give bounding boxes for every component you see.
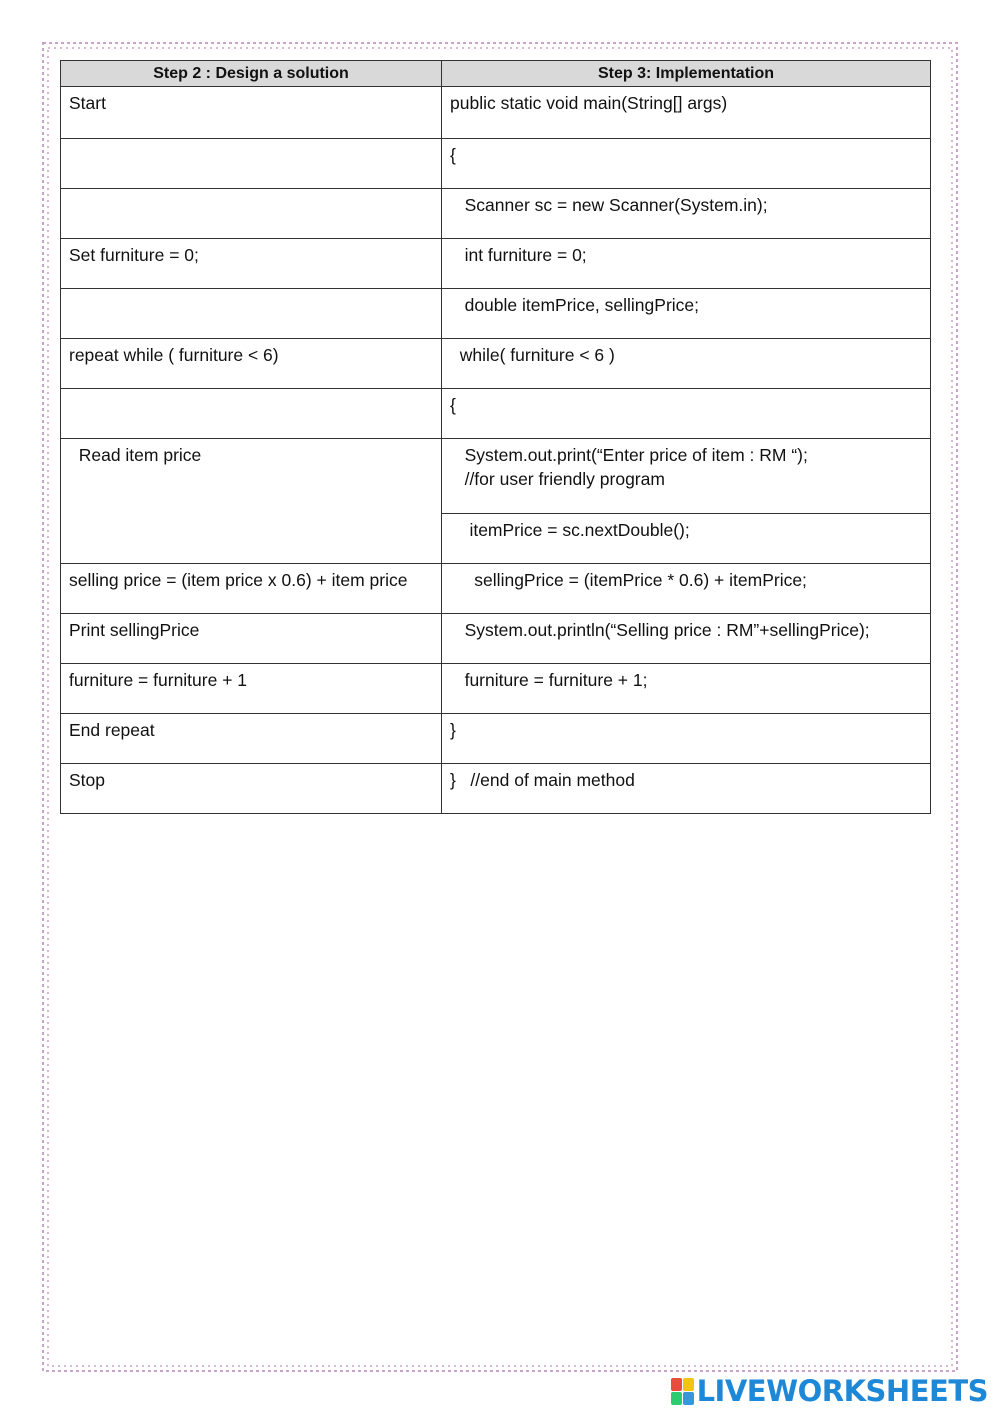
design-cell (61, 389, 442, 439)
table-row (61, 189, 931, 239)
table-row (61, 664, 931, 714)
code-cell: { (442, 139, 931, 189)
liveworksheets-logo[interactable] (671, 1374, 988, 1408)
table-row (61, 139, 931, 189)
code-cell: double itemPrice, sellingPrice; (442, 289, 931, 339)
design-cell: Stop (61, 764, 442, 814)
design-column-header: Step 2 : Design a solution (61, 61, 442, 87)
design-cell: Set furniture = 0; (61, 239, 442, 289)
code-cell: } (442, 714, 931, 764)
design-cell: Read item price (61, 439, 442, 564)
logo-squares-icon (671, 1378, 693, 1404)
design-cell (61, 189, 442, 239)
table-row (61, 764, 931, 814)
solution-table (60, 60, 931, 814)
brand-name: LIVEWORKSHEETS (696, 1374, 988, 1408)
table-row (61, 389, 931, 439)
design-cell (61, 139, 442, 189)
code-cell: { (442, 389, 931, 439)
code-cell: int furniture = 0; (442, 239, 931, 289)
code-cell: System.out.print(“Enter price of item : RM “); //for user friendly program (442, 439, 931, 514)
code-cell: Scanner sc = new Scanner(System.in); (442, 189, 931, 239)
table-row (61, 239, 931, 289)
table-row (61, 339, 931, 389)
code-cell: sellingPrice = (itemPrice * 0.6) + itemPrice; (442, 564, 931, 614)
design-cell (61, 289, 442, 339)
design-cell: furniture = furniture + 1 (61, 664, 442, 714)
code-cell: while( furniture < 6 ) (442, 339, 931, 389)
table-row (61, 564, 931, 614)
code-cell: itemPrice = sc.nextDouble(); (442, 514, 931, 564)
table-row (61, 614, 931, 664)
code-cell: } //end of main method (442, 764, 931, 814)
design-cell: selling price = (item price x 0.6) + item price (61, 564, 442, 614)
design-cell: End repeat (61, 714, 442, 764)
table-row (61, 289, 931, 339)
table-row (61, 714, 931, 764)
code-cell: furniture = furniture + 1; (442, 664, 931, 714)
design-cell: Start (61, 87, 442, 139)
design-cell: repeat while ( furniture < 6) (61, 339, 442, 389)
design-cell: Print sellingPrice (61, 614, 442, 664)
implementation-column-header: Step 3: Implementation (442, 61, 931, 87)
table-header-row (61, 61, 931, 87)
code-cell: public static void main(String[] args) (442, 87, 931, 139)
code-cell: System.out.println(“Selling price : RM”+sellingPrice); (442, 614, 931, 664)
table-row (61, 439, 931, 514)
table-row (61, 87, 931, 139)
